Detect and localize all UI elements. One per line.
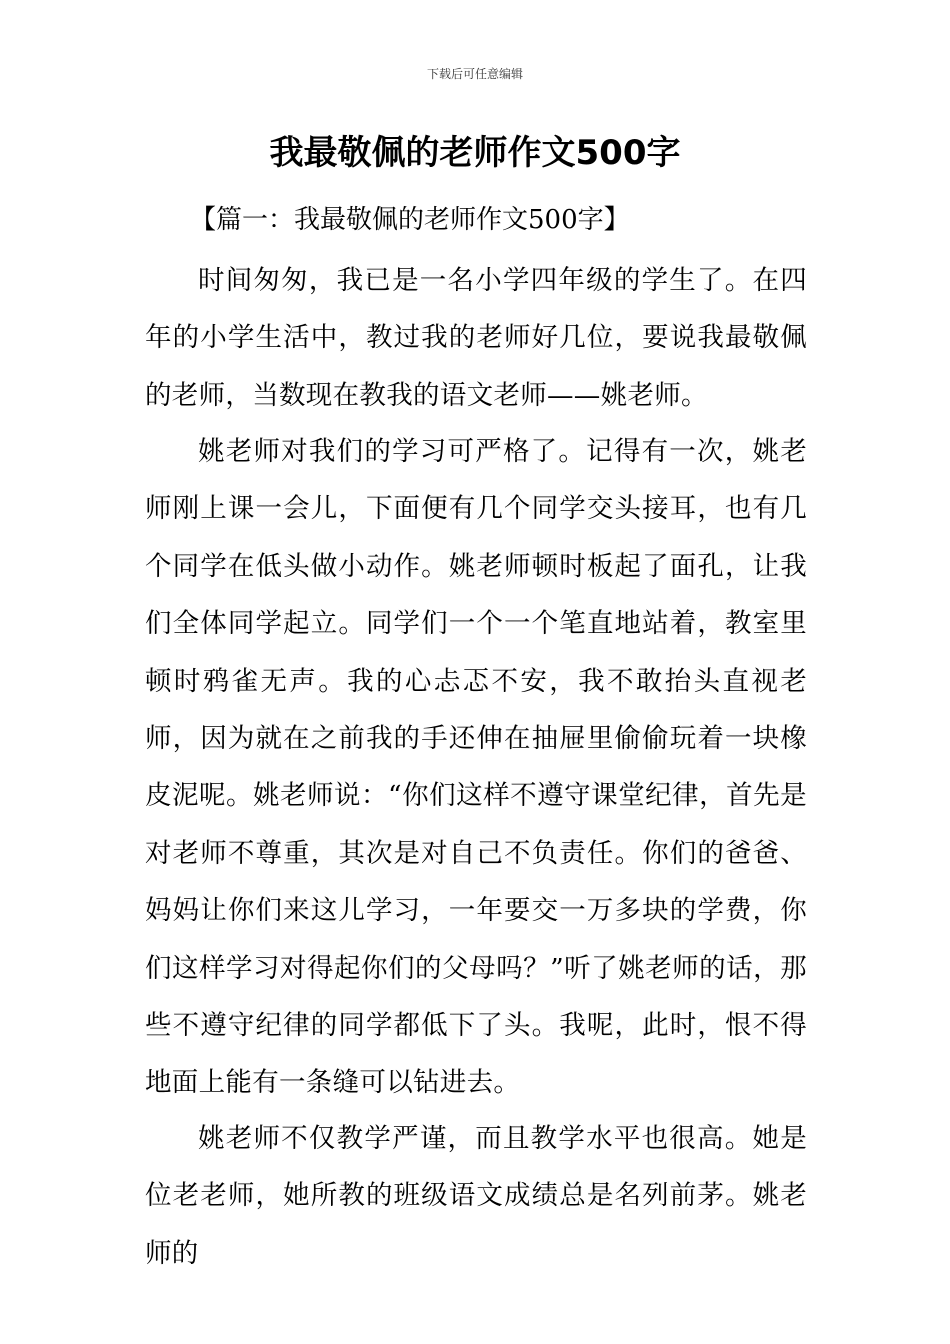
- paragraph: 姚老师不仅教学严谨，而且教学水平也很高。她是位老老师，她所教的班级语文成绩总是名列前茅。姚老师的: [145, 1123, 807, 1269]
- paragraph-block: [145, 1110, 807, 1282]
- paragraph-block: [145, 423, 807, 1112]
- paragraph-block: [145, 252, 807, 424]
- document-title: 我最敬佩的老师作文500字: [269, 133, 681, 173]
- section-heading: 【篇一：我最敬佩的老师作文500字】: [190, 205, 630, 235]
- header-note: 下载后可任意编辑: [426, 67, 523, 81]
- paragraph: 时间匆匆，我已是一名小学四年级的学生了。在四年的小学生活中，教过我的老师好几位，要说我最敬佩的老师，当数现在教我的语文老师——姚老师。: [145, 265, 807, 411]
- paragraph: 姚老师对我们的学习可严格了。记得有一次，姚老师刚上课一会儿，下面便有几个同学交头接耳，也有几个同学在低头做小动作。姚老师顿时板起了面孔，让我们全体同学起立。同学们一个一个笔直地站着，教室里顿时鸦雀无声。我的心忐忑不安，我不敢抬头直视老师，因为就在之前我的手还伸在抽屉里偷偷玩着一块橡皮泥呢。姚老师说：“你们这样不遵守课堂纪律，首先是对老师不尊重，其次是对自己不负责任。你们的爸爸、妈妈让你们来这儿学习，一年要交一万多块的学费，你们这样学习对得起你们的父母吗？”听了姚老师的话，那些不遵守纪律的同学都低下了头。我呢，此时，恨不得地面上能有一条缝可以钻进去。: [145, 436, 807, 1099]
